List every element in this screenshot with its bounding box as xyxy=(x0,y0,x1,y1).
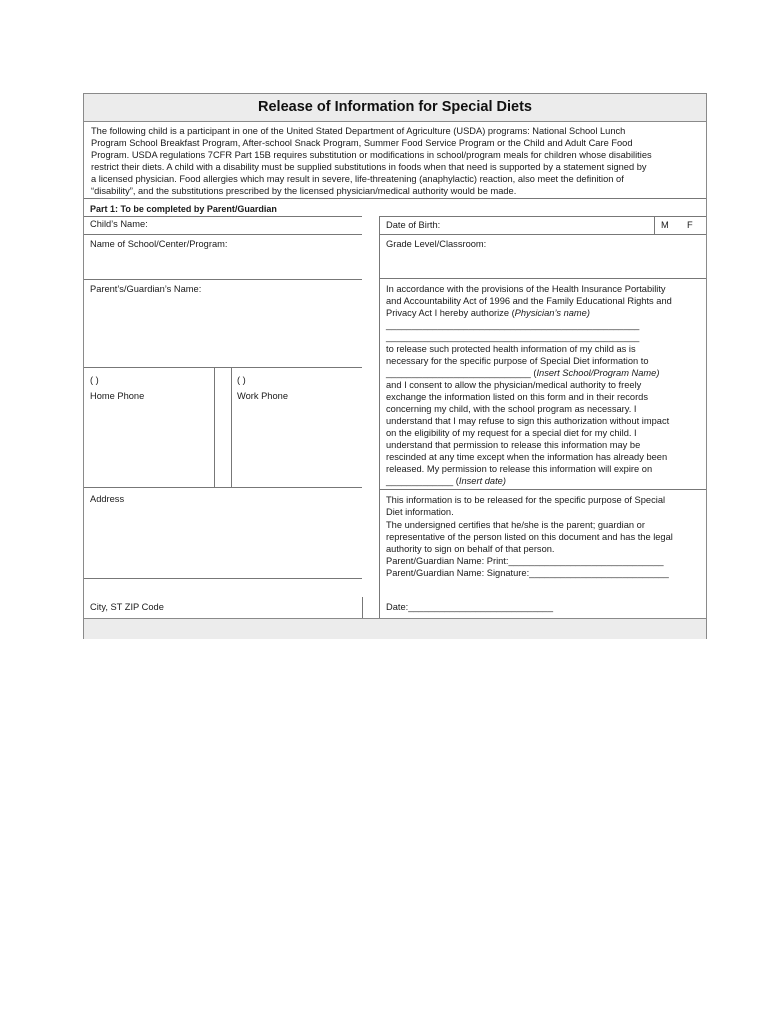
certification-text xyxy=(386,494,704,579)
phone-divider xyxy=(214,367,215,487)
intro-line: The following child is a participant in one of the United Stated Department of Agriculture (USDA) programs: National School Lunch xyxy=(91,126,626,136)
intro-line: Program School Breakfast Program, After-school Snack Program, Summer Food Service Program or the Child and Adult Care Food xyxy=(91,138,633,148)
child-name-label[interactable]: Child’s Name: xyxy=(90,219,148,229)
physician-name-hint: Physician’s name) xyxy=(514,308,590,318)
certify-line: representative of the person listed on this document and has the legal xyxy=(386,532,673,542)
right-divider xyxy=(379,489,706,490)
insert-date-hint: Insert date) xyxy=(458,476,506,486)
school-program-blank-line[interactable]: ____________________________ ( xyxy=(386,368,537,378)
date-field[interactable]: Date:____________________________ xyxy=(386,602,553,612)
certify-line: authority to sign on behalf of that person. xyxy=(386,544,555,554)
physician-name-blank[interactable]: _________________________________________________ xyxy=(386,320,640,330)
city-st-zip-label[interactable]: City, ST ZIP Code xyxy=(90,602,164,612)
expiration-date-blank[interactable] xyxy=(386,475,704,487)
home-phone-label[interactable]: Home Phone xyxy=(90,391,145,401)
certify-line: The undersigned certifies that he/she is the parent; guardian or xyxy=(386,520,645,530)
print-name-field[interactable]: Parent/Guardian Name: Print:______________________________ xyxy=(386,556,664,566)
phone-divider xyxy=(231,367,232,487)
consent-line: understand that I may refuse to sign this authorization without impact xyxy=(386,416,670,426)
right-column-left-edge xyxy=(379,216,380,618)
hipaa-line: and Accountability Act of 1996 and the Family Educational Rights and xyxy=(386,296,672,306)
date-of-birth-label[interactable]: Date of Birth: xyxy=(386,220,441,230)
guardian-name-label[interactable]: Parent’s/Guardian’s Name: xyxy=(90,284,202,294)
left-divider xyxy=(84,578,362,579)
hipaa-line-text: Privacy Act I hereby authorize ( xyxy=(386,308,515,318)
purpose-line: Diet information. xyxy=(386,507,454,517)
work-phone-area-code[interactable]: ( ) xyxy=(237,375,246,385)
right-divider xyxy=(379,216,706,217)
school-name-label[interactable]: Name of School/Center/Program: xyxy=(90,239,228,249)
left-divider xyxy=(84,367,362,368)
left-divider xyxy=(84,216,362,217)
left-divider xyxy=(84,279,362,280)
hipaa-line xyxy=(386,307,704,319)
signature-field[interactable]: Parent/Guardian Name: Signature:___________________________ xyxy=(386,568,669,578)
consent-line: concerning my child, with the school program as necessary. I xyxy=(386,404,637,414)
intro-line: “disability”, and the substitutions prescribed by the licensed physician/medical authority would be made. xyxy=(91,186,517,196)
home-phone-area-code[interactable]: ( ) xyxy=(90,375,99,385)
release-line: to release such protected health information of my child as is xyxy=(386,344,636,354)
sex-f-option[interactable]: F xyxy=(687,220,693,230)
authorization-text xyxy=(386,283,704,487)
left-edge-divider xyxy=(362,597,363,618)
grade-level-label[interactable]: Grade Level/Classroom: xyxy=(386,239,487,249)
left-divider xyxy=(84,234,362,235)
school-program-hint: Insert School/Program Name) xyxy=(536,368,660,378)
work-phone-label[interactable]: Work Phone xyxy=(237,391,288,401)
intro-line: a licensed physician. Food allergies which may result in severe, life-threatening (anaphylactic) reaction, also meet the definition of xyxy=(91,174,624,184)
release-line: necessary for the specific purpose of Special Diet information to xyxy=(386,356,649,366)
footer-bar xyxy=(84,618,706,639)
right-divider xyxy=(379,234,706,235)
hipaa-line: In accordance with the provisions of the Health Insurance Portability xyxy=(386,284,666,294)
consent-line: released. My permission to release this information will expire on xyxy=(386,464,653,474)
school-program-blank[interactable] xyxy=(386,367,704,379)
intro-line: restrict their diets. A child with a disability must be supplied substitutions in foods when that need is supported by a statement signed by xyxy=(91,162,647,172)
consent-line: on the eligibility of my request for a special diet for my child. I xyxy=(386,428,637,438)
physician-name-blank[interactable]: _________________________________________________ xyxy=(386,332,640,342)
intro-line: Program. USDA regulations 7CFR Part 15B requires substitution or modifications in school/program meals for children whose disabilities xyxy=(91,150,652,160)
right-divider xyxy=(379,278,706,279)
left-divider xyxy=(84,487,362,488)
expiration-date-blank-line[interactable]: _____________ ( xyxy=(386,476,459,486)
intro-divider xyxy=(84,198,706,199)
address-label[interactable]: Address xyxy=(90,494,125,504)
intro-paragraph xyxy=(91,125,703,197)
release-form xyxy=(83,93,707,639)
form-title: Release of Information for Special Diets xyxy=(258,99,532,115)
sex-m-option[interactable]: M xyxy=(661,220,669,230)
consent-line: rescinded at any time except when the information has already been xyxy=(386,452,668,462)
title-bar xyxy=(84,94,706,122)
consent-line: and I consent to allow the physician/medical authority to freely xyxy=(386,380,642,390)
part1-heading: Part 1: To be completed by Parent/Guardian xyxy=(90,204,277,214)
sex-divider xyxy=(654,216,655,234)
consent-line: understand that permission to release this information may be xyxy=(386,440,641,450)
consent-line: exchange the information listed on this form and in their records xyxy=(386,392,649,402)
purpose-line: This information is to be released for the specific purpose of Special xyxy=(386,495,666,505)
